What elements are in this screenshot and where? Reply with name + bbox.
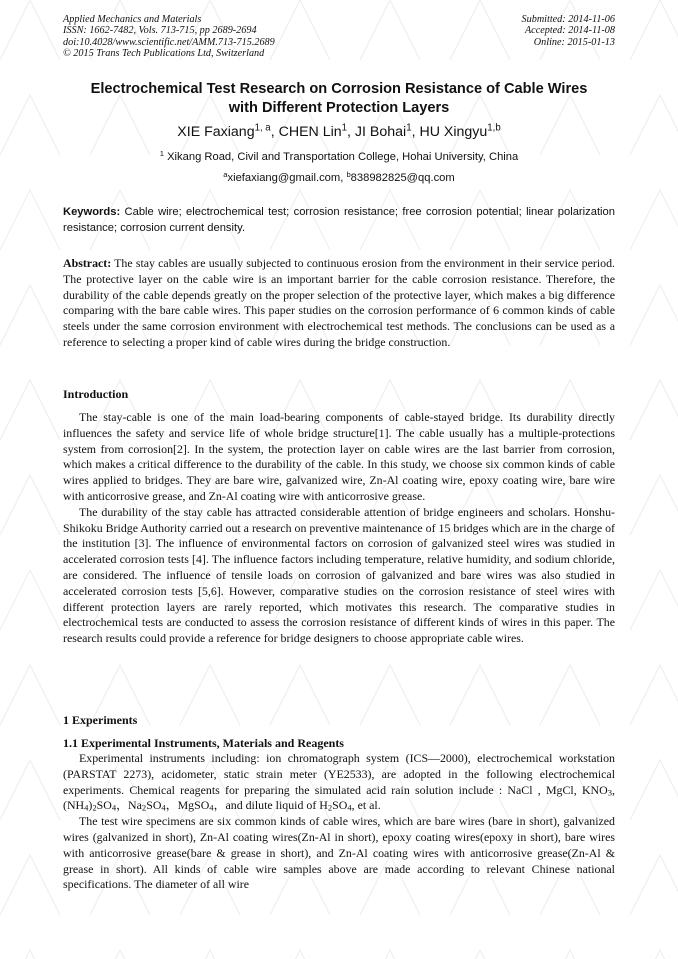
paragraph: The stay-cable is one of the main load-bearing components of cable-stayed bridge. Its durability directly influences the safety and service life of whole bridge structure[1]. The cable usually has a multiple-protections system from corrosion[2]. In the system, the protection layer on cable wires are the last barrier from corrosion, which makes a critical difference to the durability of the cable. In this study, we choose six common kinds of cable wires applied to bridges. They are bare wire, galvanized wire, Zn-Al coating wire, epoxy coating wire, bare wire with anticorrosive grease, and Zn-Al coating wire with anticorrosive grease. <box>63 410 615 503</box>
affiliation-text: Xikang Road, Civil and Transportation College, Hohai University, China <box>163 151 519 163</box>
paragraph <box>63 751 615 814</box>
text-run: SO <box>146 798 162 813</box>
subscript: 2 <box>92 803 97 814</box>
doi-line: doi:10.4028/www.scientific.net/AMM.713-715.2689 <box>63 36 275 48</box>
issn-line: ISSN: 1662-7482, Vols. 713-715, pp 2689-2694 <box>63 25 257 37</box>
author-separator: , <box>270 124 279 140</box>
email-list <box>40 171 638 185</box>
author-affil-sup: 1,b <box>487 122 501 134</box>
text-run: SO <box>96 798 112 813</box>
title-line-1: Electrochemical Test Research on Corrosion Resistance of Cable Wires <box>90 81 588 97</box>
paragraph: The durability of the stay cable has attracted considerable attention of bridge engineers and scholars. Honshu-Shikoku Bridge Authority carried out a research on preventive maintenance of 15 bridges which are in the charge of the institution [3]. The influence of environmental factors on corrosion of galvanized steel wires was studied in accelerated corrosion tests [4]. The influence factors including temperature, relative humidity, and sodium chloride, are considered. The influence of tensile loads on corrosion of galvanized and bare wires was also studied in accelerated corrosion tests [5,6]. However, comparative studies on the corrosion resistance of steel wires with different protection layers are rarely reported, which motivates this research. The comparative studies in electrochemical tests are conducted to assess the corrosion resistance of different kinds of wires in this paper. The research results could provide a reference for bridge designers to choose appropriate cable wires. <box>63 504 615 646</box>
keywords-label: Keywords: <box>63 206 121 218</box>
text-run: Experimental instruments including: ion chromatograph system (ICS—2000), electrochemical workstation (PARSTAT 2273), acidometer, static strain meter (YE2533), are adopted in the following electrochemical experiments. Chemical reagents for preparing the simulated acid rain solution include : NaCl , MgCl, KNO <box>63 751 615 797</box>
author-name: JI Bohai <box>354 124 407 140</box>
online-date: Online: 2015-01-13 <box>533 36 615 48</box>
subscript: 4 <box>209 803 214 814</box>
abstract <box>63 256 615 351</box>
email-address[interactable]: xiefaxiang@gmail.com, <box>227 172 347 184</box>
author-separator: , <box>411 124 420 140</box>
email-sup: b <box>346 169 351 179</box>
subsection-heading: 1.1 Experimental Instruments, Materials and Reagents <box>63 736 344 750</box>
affiliation-sup: 1 <box>159 148 164 158</box>
text-run: SO <box>332 798 348 813</box>
subscript: 2 <box>327 803 333 814</box>
subscript: 3 <box>607 787 613 798</box>
keywords-text: Cable wire; electrochemical test; corrosion resistance; free corrosion potential; linear polarization resistance; corrosion current density. <box>63 206 615 234</box>
text-run: ，MgSO <box>165 798 210 813</box>
author-name: CHEN Lin <box>278 124 342 140</box>
text-run: ，and dilute liquid of H <box>213 798 328 813</box>
author-name: XIE Faxiang <box>177 124 255 140</box>
section-heading-experiments: 1 Experiments <box>63 713 138 727</box>
header-left <box>63 14 275 59</box>
paragraph: The test wire specimens are six common kinds of cable wires, which are bare wires (bare in short), galvanized wires (galvanized in short), Zn-Al coating wires(Zn-Al in short), epoxy coating wires(epoxy in short), bare wires with anticorrosive grease(bare & grease in short), and Zn-Al coating wires with anticorrosive grease(Zn-Al & grease in short). All kinds of cable wire samples above are made according to relevant Chinese national specifications. The diameter of all wire <box>63 814 615 892</box>
text-run: , (NH <box>63 782 615 813</box>
author-list <box>40 123 638 141</box>
subscript: 4 <box>111 803 117 814</box>
subscript: 4 <box>161 803 166 814</box>
keywords <box>63 205 615 236</box>
header-right <box>522 14 615 48</box>
accepted-date: Accepted: 2014-11-08 <box>524 25 615 37</box>
email-sup: a <box>223 169 228 179</box>
subscript: 4 <box>84 803 89 814</box>
paper-title <box>40 80 638 118</box>
text-run: ，Na <box>116 798 142 813</box>
text-run: , et al. <box>351 798 381 813</box>
subscript: 4 <box>347 803 352 814</box>
author-affil-sup: 1 <box>406 122 412 134</box>
introduction-section <box>63 410 615 647</box>
journal-name: Applied Mechanics and Materials <box>63 14 202 25</box>
title-line-2: with Different Protection Layers <box>228 100 450 116</box>
affiliation <box>40 150 638 164</box>
text-run: ) <box>88 798 93 813</box>
copyright-line: © 2015 Trans Tech Publications Ltd, Switzerland <box>63 47 265 59</box>
submitted-date: Submitted: 2014-11-06 <box>521 14 615 25</box>
author-separator: , <box>347 124 355 140</box>
section-heading-introduction: Introduction <box>63 387 129 401</box>
author-affil-sup: 1, a <box>254 122 271 134</box>
subscript: 2 <box>141 803 147 814</box>
abstract-text: The stay cables are usually subjected to continuous erosion from the environment in their service period. The protective layer on the cable wire is an important barrier for the cable corrosion resistance. Therefore, the durability of the cable depends greatly on the proper selection of the protective layer, which makes a big difference comparing with the bare cable wires. This paper studies on the corrosion performance of 6 common kinds of cable steels under the same corrosion environment with electrochemical test methods. The conclusions can be used as a reference to selecting a proper kind of cable wires during the bridge construction. <box>63 256 615 349</box>
author-affil-sup: 1 <box>341 122 348 134</box>
author-name: HU Xingyu <box>419 124 488 140</box>
email-address[interactable]: 838982825@qq.com <box>350 172 455 184</box>
abstract-label: Abstract: <box>63 256 112 270</box>
experiments-section <box>63 751 615 893</box>
